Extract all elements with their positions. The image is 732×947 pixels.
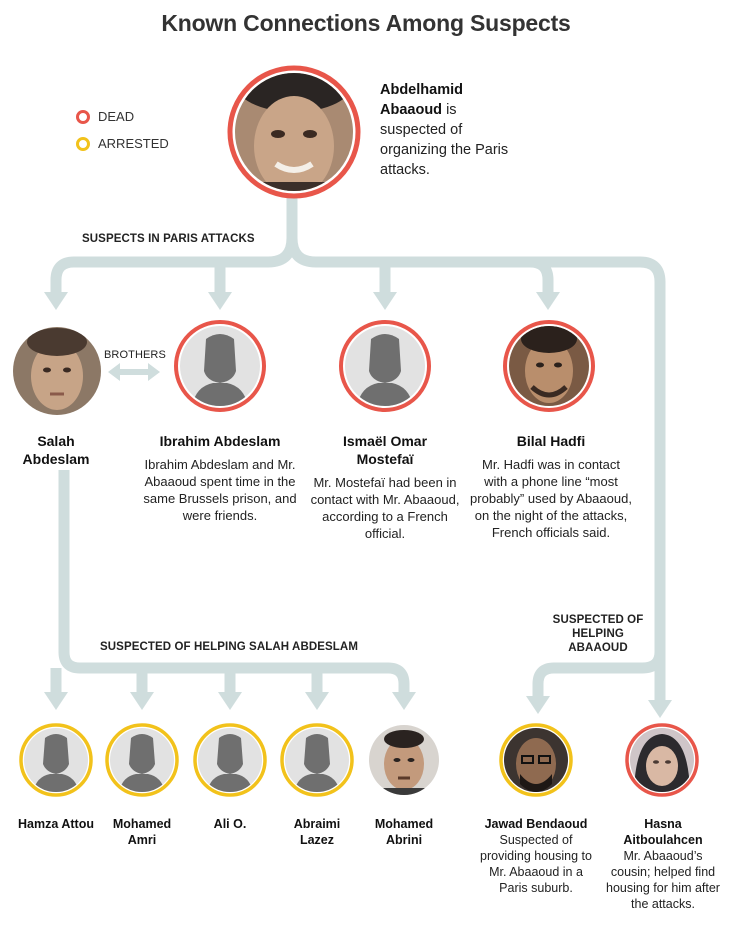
portrait-ibrahim-abdeslam (173, 319, 267, 413)
legend-label: ARRESTED (98, 136, 169, 151)
face-photo-icon (498, 722, 574, 798)
leader-name: Abdelhamid Abaaoud (380, 82, 463, 118)
helper-name-hasna-aitboulahcen: Hasna Aitboulahcen (623, 817, 703, 847)
section-label-helping-abaaoud: SUSPECTED OF HELPING ABAAOUD (552, 614, 644, 654)
face-photo-icon (12, 326, 102, 416)
silhouette-icon (18, 722, 94, 798)
arrested-ring-icon (76, 137, 90, 151)
portrait-jawad-bendaoud (498, 722, 574, 798)
silhouette-icon (338, 319, 432, 413)
dead-ring-icon (76, 110, 90, 124)
suspect-description: Mr. Hadfi was in contact with a phone line “most probably” used by Abaaoud, on the night of the attacks, French officials said. (470, 457, 632, 540)
portrait-hasna-aitboulahcen (624, 722, 700, 798)
silhouette-icon (173, 319, 267, 413)
leader-portrait (226, 64, 362, 200)
helper-name-hamza-attou: Hamza Attou (18, 817, 94, 831)
helper-name-abraimi-lazez: Abraimi Lazez (293, 817, 341, 847)
leader-description: is suspected of organizing the Paris attacks. (380, 102, 509, 178)
portrait-salah-abdeslam (12, 326, 102, 416)
helper-description: Suspected of providing housing to Mr. Abaaoud in a Paris suburb. (480, 833, 592, 895)
face-photo-icon (368, 724, 440, 796)
leader-caption (380, 80, 510, 180)
portrait-ismael-omar-mostefai (338, 319, 432, 413)
helper-name-mohamed-abrini: Mohamed Abrini (374, 817, 434, 847)
portrait-bilal-hadfi (502, 319, 596, 413)
silhouette-icon (279, 722, 355, 798)
portrait-ali-o (192, 722, 268, 798)
suspect-description: Mr. Mostefaï had been in contact with Mr. Abaaoud, according to a French official. (310, 475, 460, 541)
suspect-name-ibrahim-abdeslam: Ibrahim Abdeslam (159, 433, 281, 449)
legend-label: DEAD (98, 109, 135, 124)
face-photo-icon (502, 319, 596, 413)
portrait-mohamed-abrini (368, 724, 440, 796)
silhouette-icon (192, 722, 268, 798)
face-photo-icon (226, 64, 362, 200)
portrait-hamza-attou (18, 722, 94, 798)
legend (76, 109, 169, 151)
legend-item-arrested (76, 136, 169, 151)
section-label-helping-salah: SUSPECTED OF HELPING SALAH ABDESLAM (100, 641, 359, 653)
page-title: Known Connections Among Suspects (161, 10, 571, 36)
portrait-abraimi-lazez (279, 722, 355, 798)
portrait-mohamed-amri (104, 722, 180, 798)
helper-description: Mr. Abaaoud’s cousin; helped find housing for him after the attacks. (606, 849, 720, 911)
suspect-description: Ibrahim Abdeslam and Mr. Abaaoud spent time in the same Brussels prison, and were friends. (143, 457, 297, 523)
face-photo-icon (624, 722, 700, 798)
helper-name-ali-o: Ali O. (213, 817, 247, 831)
suspect-name-ismael-omar-mostefai: Ismaël Omar Mostefaï (342, 433, 428, 467)
suspect-name-salah-abdeslam: Salah Abdeslam (22, 433, 90, 467)
legend-item-dead (76, 109, 169, 124)
suspect-name-bilal-hadfi: Bilal Hadfi (516, 433, 586, 449)
silhouette-icon (104, 722, 180, 798)
section-label-paris-attacks: SUSPECTS IN PARIS ATTACKS (82, 233, 255, 245)
helper-name-jawad-bendaoud: Jawad Bendaoud (484, 817, 588, 831)
brothers-label: BROTHERS (104, 349, 166, 361)
helper-name-mohamed-amri: Mohamed Amri (112, 817, 172, 847)
